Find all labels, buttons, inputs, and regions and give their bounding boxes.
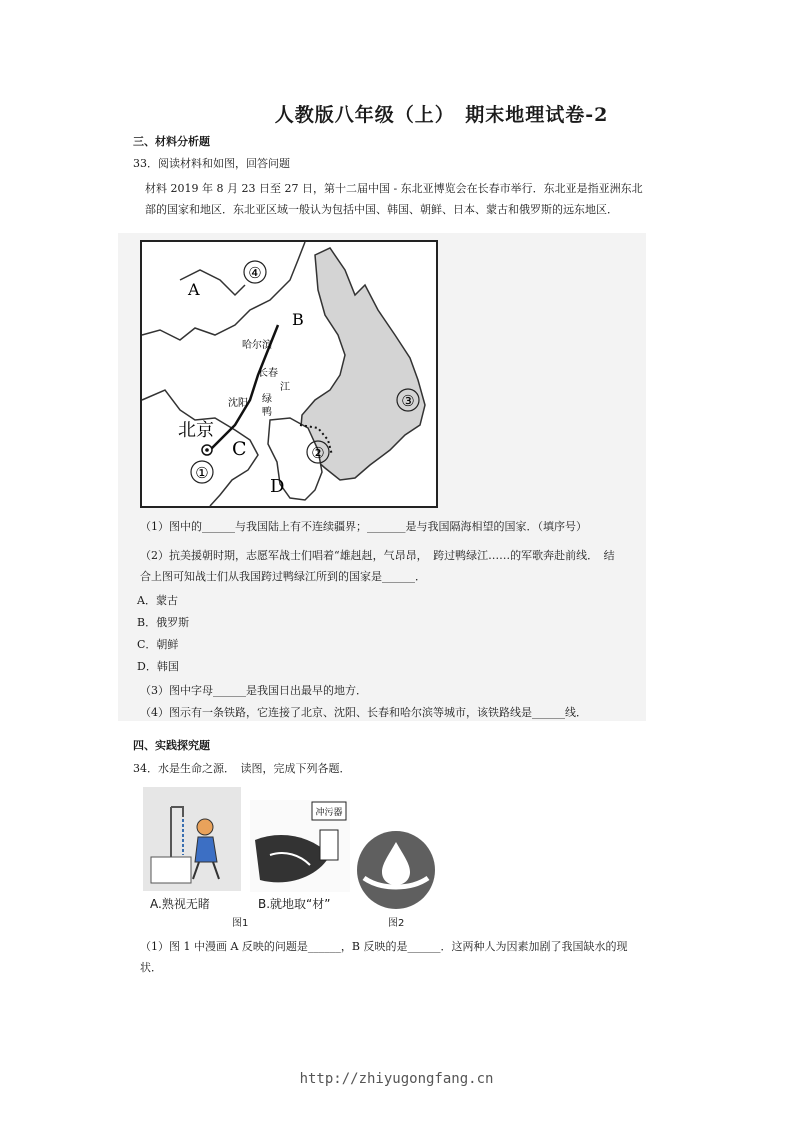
map-label-D: D [270,476,285,497]
person-body [195,837,217,862]
caption-b: B.就地取“材” [258,897,331,911]
map-label-jiang: 江 [280,382,290,393]
water-logo [356,830,436,910]
map-label-3: ③ [401,392,415,410]
section-heading-3: 三、材料分析题 [133,135,210,148]
map-label-4: ④ [248,264,262,282]
map-label-C: C [232,438,247,460]
material-line-2: 部的国家和地区．东北亚区域一般认为包括中国、韩国、朝鲜、日本、蒙古和俄罗斯的远东地区． [145,203,618,216]
map-label-harbin: 哈尔滨 [242,340,272,351]
person-head [197,819,213,835]
material-line-1: 材料 2019 年 8 月 23 日至 27 日，第十二届中国 - 东北亚博览会在长春市举行．东北亚是指亚洲东北 [145,182,643,195]
map-label-shenyang: 沈阳 [228,398,248,409]
q34-sub-1-line-1: （1）图 1 中漫画 A 反映的问题是______，B 反映的是______．这两种人为因素加剧了我国缺水的现 [140,940,628,953]
cartoon-a [143,787,241,891]
cartoon-b [250,800,350,892]
option-a: A．蒙古 [137,594,178,607]
map-label-B: B [292,310,304,329]
option-b: B．俄罗斯 [137,616,190,629]
sink [151,857,191,883]
q34-sub-1-line-2: 状． [140,961,162,974]
map-label-changchun: 长春 [258,368,278,379]
question-33-stem: 33．阅读材料和如图，回答问题 [133,157,290,170]
sub-question-2-line-2: 合上图可知战士们从我国跨过鸭绿江所到的国家是______． [140,570,426,583]
sub-question-4: （4）图示有一条铁路，它连接了北京、沈阳、长春和哈尔滨等城市，该铁路线是______线． [140,706,587,719]
sub-question-2-line-1: （2）抗美援朝时期，志愿军战士们唱着“雄赳赳，气昂昂， 跨过鸭绿江……的军歌奔赴前线． 结 [140,549,615,562]
q34-sub-question-1 [140,936,665,978]
map-label-beijing: 北京 [178,420,214,441]
option-d: D．韩国 [137,660,179,673]
caption-a: A.熟视无睹 [150,897,210,911]
factory-outlet [320,830,338,860]
sub-question-3: （3）图中字母______是我国日出最早的地方． [140,684,367,697]
figure-1-label: 图1 [232,918,249,929]
question-34-stem: 34．水是生命之源． 读图，完成下列各题． [133,762,351,775]
figure-2-label: 图2 [388,918,405,929]
beijing-marker-dot [205,448,209,452]
northeast-asia-map [140,240,438,508]
map-label-yalu: 鸭 [262,407,272,418]
sign-text: 冲污器 [315,808,343,818]
material-text [145,178,665,220]
map-label-A: A [188,280,200,299]
sub-question-1: （1）图中的______与我国陆上有不连续疆界；_______是与我国隔海相望的国家．（填序号） [140,520,587,533]
map-label-2: ② [311,444,325,462]
sub-question-2 [140,545,660,587]
section-heading-4: 四、实践探究题 [133,739,210,752]
map-label-lu: 绿 [262,394,272,405]
option-c: C．朝鲜 [137,638,179,651]
page-title: 人教版八年级（上） 期末地理试卷-2 [274,104,609,126]
footer-url[interactable]: http://zhiyugongfang.cn [299,1071,494,1087]
map-label-1: ① [195,464,209,482]
